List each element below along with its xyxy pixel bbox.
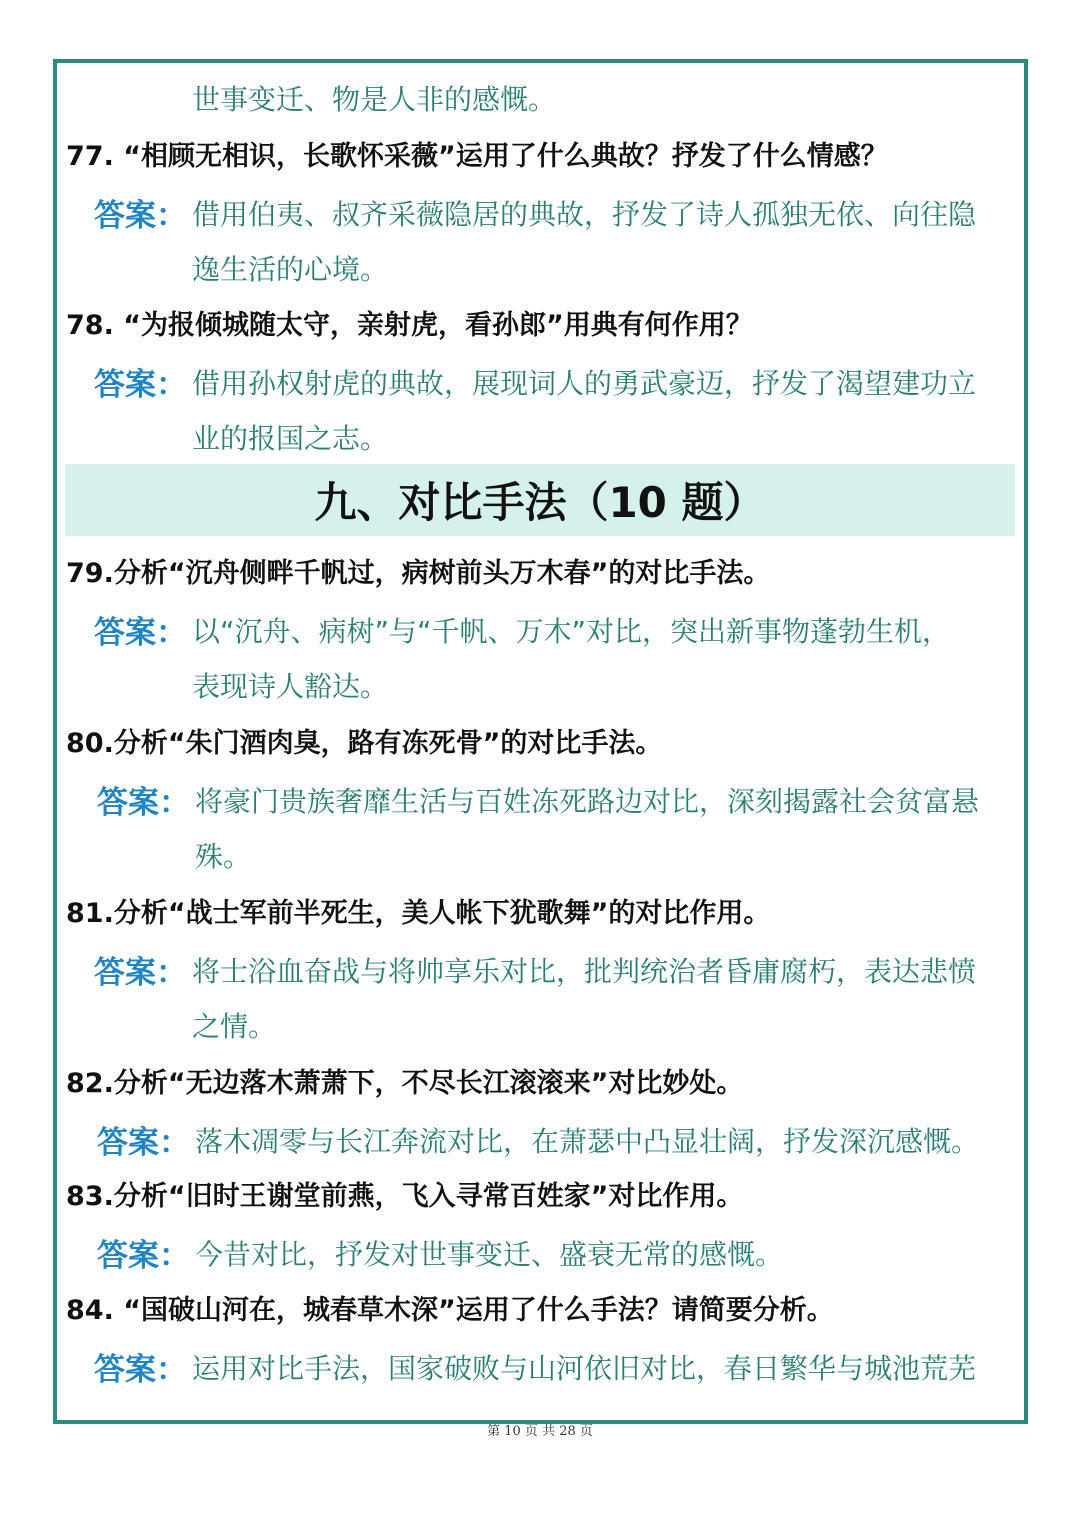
answer-79-line-2: 表现诗人豁达。 [192,670,389,703]
question-79: 79.分析“沉舟侧畔千帆过，病树前头万木春”的对比手法。 [66,558,771,589]
answer-label: 答案： [94,367,187,403]
answer-label: 答案： [94,1352,187,1388]
answer-label: 答案： [97,1125,190,1161]
question-81: 81.分析“战士军前半死生，美人帐下犹歌舞”的对比作用。 [66,898,771,929]
question-78: 78. “为报倾城随太守，亲射虎，看孙郎”用典有何作用？ [66,310,753,341]
section-header [65,464,1015,536]
answer-80-line-1: 将豪门贵族奢靡生活与百姓冻死路边对比，深刻揭露社会贫富悬 [195,785,980,818]
answer-label: 答案： [94,955,187,991]
answer-84-line-1: 运用对比手法，国家破败与山河依旧对比，春日繁华与城池荒芜 [192,1352,977,1385]
answer-78-line-1: 借用孙权射虎的典故，展现词人的勇武豪迈，抒发了渴望建功立 [192,367,977,400]
answer-78-line-2: 业的报国之志。 [192,422,389,455]
answer-82-line-1: 落木凋零与长江奔流对比，在萧瑟中凸显壮阔，抒发深沉感慨。 [195,1125,980,1158]
answer-continuation: 世事变迁、物是人非的感慨。 [192,83,557,116]
question-80: 80.分析“朱门酒肉臭，路有冻死骨”的对比手法。 [66,728,663,759]
answer-label: 答案： [94,615,187,651]
answer-81-line-1: 将士浴血奋战与将帅享乐对比，批判统治者昏庸腐朽，表达悲愤 [192,955,977,988]
answer-77-line-1: 借用伯夷、叔齐采薇隐居的典故，抒发了诗人孤独无依、向往隐 [192,198,977,231]
answer-label: 答案： [97,785,190,821]
page-footer: 第 10 页 共 28 页 [487,1424,593,1439]
answer-77-line-2: 逸生活的心境。 [192,253,389,286]
question-84: 84. “国破山河在，城春草木深”运用了什么手法？请简要分析。 [66,1295,834,1326]
question-77: 77. “相顾无相识，长歌怀采薇”运用了什么典故？抒发了什么情感？ [66,141,888,172]
answer-81-line-2: 之情。 [192,1010,277,1043]
answer-83-line-1: 今昔对比，抒发对世事变迁、盛衰无常的感慨。 [195,1238,784,1271]
section-title: 九、对比手法（10 题） [314,478,766,527]
question-83: 83.分析“旧时王谢堂前燕，飞入寻常百姓家”对比作用。 [66,1181,744,1212]
answer-label: 答案： [94,198,187,234]
answer-label: 答案： [97,1238,190,1274]
answer-79-line-1: 以“沉舟、病树”与“千帆、万木”对比，突出新事物蓬勃生机， [192,615,951,648]
answer-80-line-2: 殊。 [195,840,252,873]
question-82: 82.分析“无边落木萧萧下，不尽长江滚滚来”对比妙处。 [66,1068,744,1099]
